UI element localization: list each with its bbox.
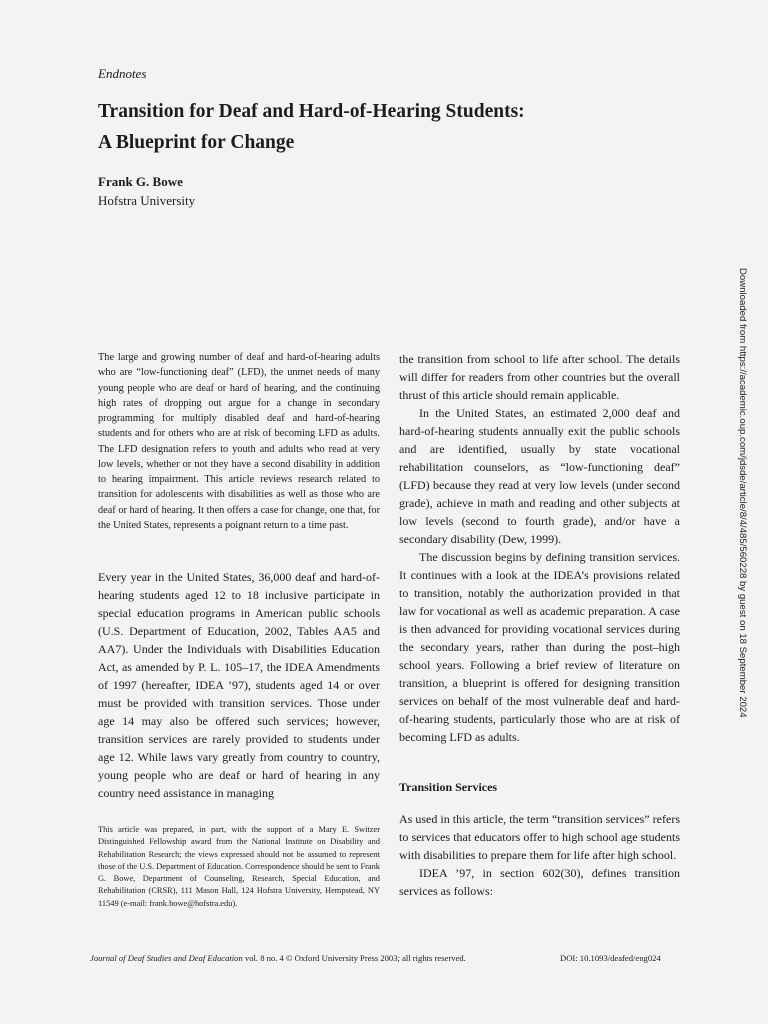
right-column bbox=[399, 350, 680, 900]
body-left-column: Every year in the United States, 36,000 deaf and hard-of-hearing students aged 12 to 18 inclusive participate in special education programs in American public schools (U.S. Department of Education, 2002, Tables AA5 and AA7). Under the Individuals with Disabilities Education Act, as amended by P. L. 105–17, the IDEA Amendments of 1997 (hereafter, IDEA ’97), students aged 14 or over must be provided with transition services. Those under age 14 may also be offered such services; however, transition services are rarely provided to students under age 12. While laws vary greatly from country to country, young people who are deaf or hard of hearing in any country need assistance in managing bbox=[98, 570, 380, 800]
author-footnote: This article was prepared, in part, with the support of a Mary E. Switzer Distinguished Fellowship award from the National Institute on Disability and Rehabilitation Research; the views expressed should not be assumed to represent those of the U.S. Department of Education. Correspondence should be sent to Frank G. Bowe, Department of Counseling, Research, Special Education, and Rehabilitation (CRSR), 111 Mason Hall, 124 Hofstra University, Hempstead, NY 11549 (e-mail: frank.bowe@hofstra.edu). bbox=[98, 825, 380, 908]
title-line-1: Transition for Deaf and Hard-of-Hearing Students: bbox=[98, 101, 525, 122]
author-name: Frank G. Bowe bbox=[98, 174, 183, 189]
download-watermark: Downloaded from https://academic.oup.com/jdsde/article/8/4/485/560228 by guest on 18 September 2024 bbox=[737, 268, 748, 718]
doi-text: DOI: 10.1093/deafed/eng024 bbox=[560, 953, 661, 963]
paragraph: As used in this article, the term “transition services” refers to services that educators offer to high school age students with disabilities to prepare them for life after high school. bbox=[399, 812, 680, 862]
paragraph: The discussion begins by defining transition services. It continues with a look at the IDEA’s provisions related to transition, notably the authorization provided in that law for vocational as well as academic preparation. A case is then advanced for providing vocational services during the secondary years, rather than during the post–high school years. Following a brief review of literature on transition, a blueprint is offered for designing transition services on behalf of the most vulnerable deaf and hard-of-hearing students, particularly those who are at risk of becoming LFD as adults. bbox=[399, 550, 680, 744]
journal-name: Journal of Deaf Studies and Deaf Education bbox=[90, 953, 243, 963]
paragraph: IDEA ’97, in section 602(30), defines transition services as follows: bbox=[399, 866, 680, 898]
paragraph: In the United States, an estimated 2,000 deaf and hard-of-hearing students annually exit the public schools and are identified, usually by state vocational rehabilitation counselors, as “low-functioning deaf” (LFD) because they read at very low levels (under second grade), achieve in math and reading and other subjects at low levels (second to fourth grade), and/or have a secondary disability (Dew, 1999). bbox=[399, 406, 680, 546]
article-title bbox=[98, 96, 618, 158]
section-heading: Transition Services bbox=[399, 780, 498, 794]
section-label: Endnotes bbox=[98, 66, 147, 81]
abstract: The large and growing number of deaf and hard-of-hearing adults who are “low-functioning deaf” (LFD), the unmet needs of many young people who are deaf or hard of hearing, and the continuing high rates of dropping out argue for a change in secondary programming for multiply disabled deaf and hard-of-hearing students and for others who are at risk of becoming LFD as adults. The LFD designation refers to youth and adults who read at very low levels, whether or not they have a second disability in addition to hearing impairment. This article reviews research related to transition for adolescents with disabilities as well as those who are deaf or hard of hearing. It then offers a case for change, one that, for the United States, represents a poignant return to a time past. bbox=[98, 352, 380, 531]
author-affiliation: Hofstra University bbox=[98, 193, 196, 208]
title-line-2: A Blueprint for Change bbox=[98, 132, 295, 153]
journal-citation: vol. 8 no. 4 © Oxford University Press 2003; all rights reserved. bbox=[242, 953, 466, 963]
journal-footer bbox=[90, 953, 466, 963]
paragraph: the transition from school to life after school. The details will differ for readers from other countries but the overall thrust of this article should remain applicable. bbox=[399, 352, 680, 402]
